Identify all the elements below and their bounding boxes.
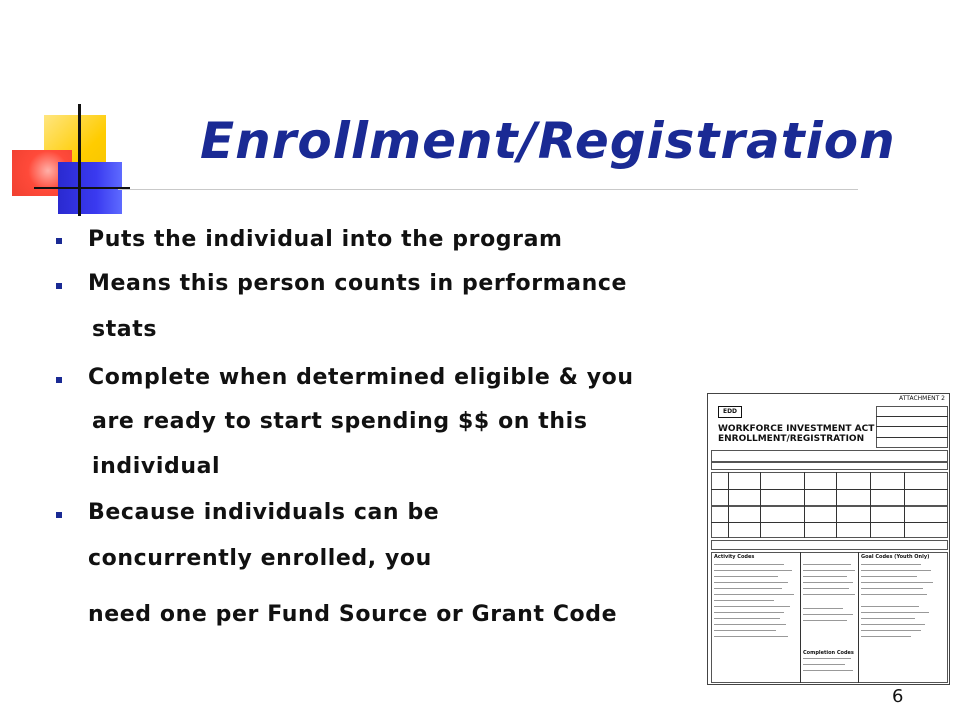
form-text-line [714,612,784,613]
logo-horizontal-line [34,187,130,189]
form-text-line [714,600,774,601]
logo-vertical-line [78,104,81,216]
form-text-line [714,618,780,619]
form-title-line-2: ENROLLMENT/REGISTRATION [718,434,865,444]
bullet-4-line-3: need one per Fund Source or Grant Code [88,602,618,627]
form-attachment-label: ATTACHMENT 2 [899,395,945,402]
form-text-line [803,620,847,621]
form-text-line [861,594,927,595]
form-text-line [803,588,849,589]
form-text-line [861,612,929,613]
form-text-line [861,570,931,571]
form-text-line [714,630,776,631]
form-activity-codes-heading: Activity Codes [714,554,755,560]
title-underline [118,189,858,190]
form-rule [804,472,805,538]
form-rule [711,522,948,523]
bullet-4-line-1: Because individuals can be [88,500,440,525]
form-text-line [861,618,915,619]
page-number: 6 [892,686,904,707]
form-goal-codes-heading: Goal Codes (Youth Only) [861,554,930,560]
form-text-line [714,570,792,571]
bullet-marker [56,377,62,383]
form-text-line [803,670,853,671]
form-text-line [714,594,794,595]
form-text-line [714,576,778,577]
bullet-2-line-2: stats [92,317,158,342]
form-text-line [861,576,917,577]
form-title-line-1: WORKFORCE INVESTMENT ACT [718,424,875,434]
bullet-3-line-3: individual [92,454,221,479]
form-rule [760,472,761,538]
form-rule [858,552,859,683]
form-id-boxes [876,406,948,448]
form-text-line [803,664,845,665]
form-text-line [803,658,851,659]
bullet-1-line-1: Puts the individual into the program [88,227,563,252]
bullet-2-line-1: Means this person counts in performance [88,271,628,296]
form-rule [904,472,905,538]
form-text-line [803,614,853,615]
bullet-marker [56,512,62,518]
form-logo: EDD [718,406,742,418]
bullet-marker [56,283,62,289]
form-codes-row [711,462,948,470]
form-rule [728,472,729,538]
bullet-4-line-2: concurrently enrolled, you [88,546,432,571]
form-text-line [861,606,919,607]
form-text-line [861,588,923,589]
form-rule [876,416,948,417]
form-text-line [861,636,911,637]
form-text-line [714,564,784,565]
form-text-line [861,564,921,565]
form-rule [800,552,801,683]
enrollment-form-thumbnail [707,393,950,685]
slide-title: Enrollment/Registration [200,112,896,170]
bullet-3-line-2: are ready to start spending $$ on this [92,409,588,434]
form-rule [711,489,948,490]
bullet-marker [56,238,62,244]
form-text-line [714,636,788,637]
form-completion-codes-heading: Completion Codes [803,650,854,656]
form-text-line [803,564,851,565]
form-staff-row [711,540,948,550]
form-text-line [803,576,847,577]
form-rule [870,472,871,538]
form-text-line [714,582,788,583]
form-rule [876,437,948,438]
form-text-line [714,624,786,625]
form-rule [876,426,948,427]
form-name-row [711,450,948,462]
form-rule [836,472,837,538]
form-text-line [803,608,843,609]
form-text-line [861,582,933,583]
bullet-3-line-1: Complete when determined eligible & you [88,365,634,390]
form-text-line [803,582,853,583]
form-text-line [714,588,782,589]
form-text-line [861,630,921,631]
form-text-line [803,594,855,595]
form-text-line [714,606,790,607]
form-title [718,424,874,444]
form-text-line [803,570,855,571]
form-text-line [861,624,925,625]
